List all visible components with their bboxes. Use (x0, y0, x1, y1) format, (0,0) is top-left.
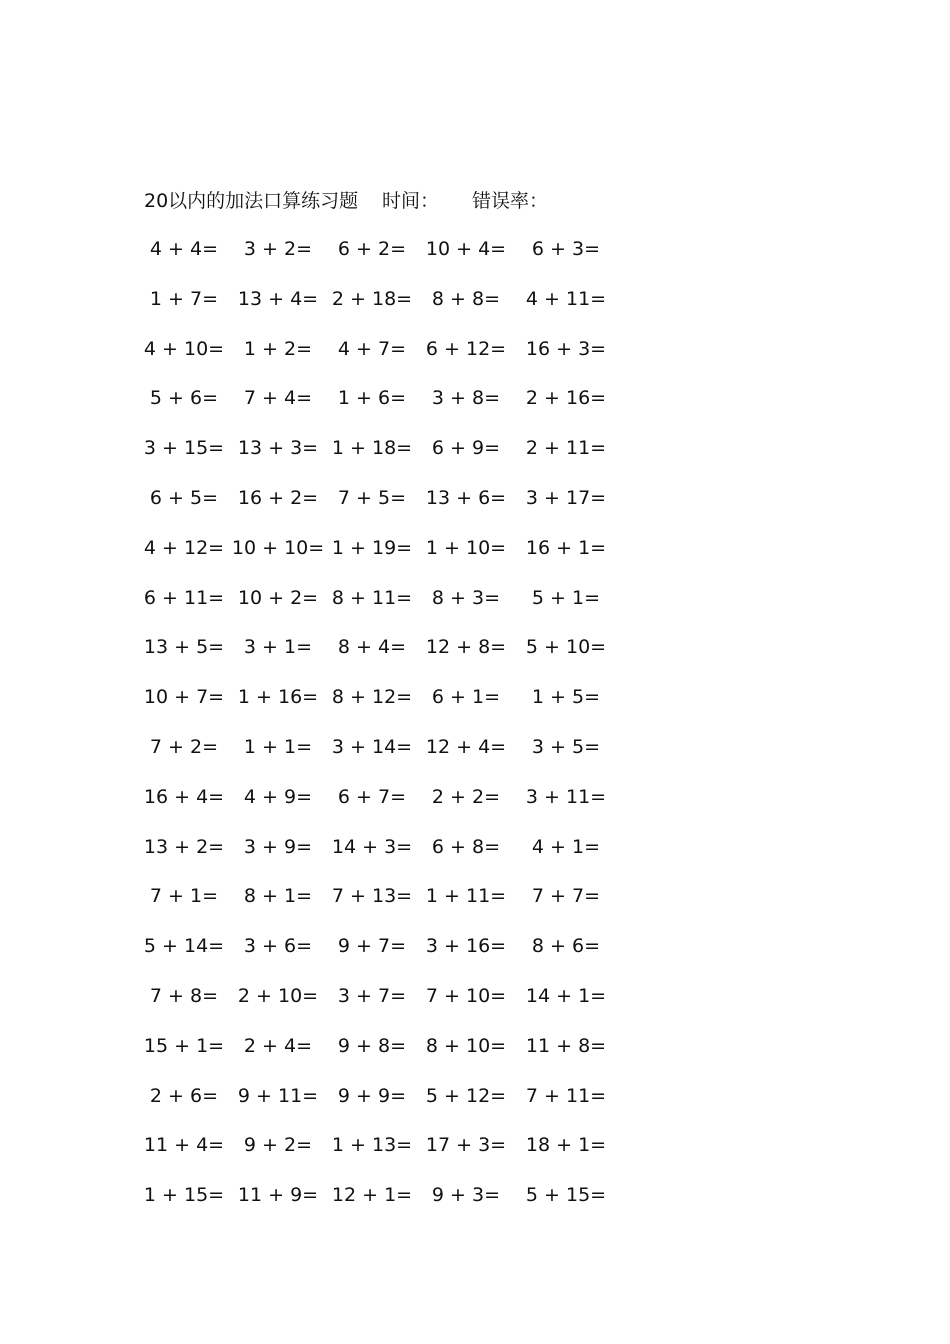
problem-item: 5 + 1= (531, 586, 600, 609)
problem-item: 8 + 10= (425, 1034, 507, 1057)
problem-item: 9 + 2= (243, 1134, 312, 1157)
problem-item: 10 + 7= (143, 686, 225, 709)
problem-item: 3 + 9= (243, 835, 312, 858)
problem-item: 8 + 12= (331, 686, 413, 709)
problem-item: 4 + 7= (337, 337, 406, 360)
problem-item: 1 + 6= (337, 387, 406, 410)
problem-item: 6 + 9= (431, 437, 500, 460)
error-rate-label: 错误率： (472, 190, 549, 212)
problem-item: 13 + 4= (237, 287, 319, 310)
problem-item: 1 + 18= (331, 437, 413, 460)
problem-item: 2 + 18= (331, 287, 413, 310)
problem-item: 7 + 7= (531, 885, 600, 908)
problem-item: 14 + 3= (331, 835, 413, 858)
problem-item: 7 + 8= (149, 985, 218, 1007)
problem-item: 2 + 10= (237, 985, 319, 1007)
problem-item: 12 + 4= (425, 736, 507, 758)
problem-item: 7 + 10= (425, 985, 507, 1007)
problem-item: 16 + 4= (143, 785, 225, 808)
problem-item: 2 + 11= (525, 437, 607, 460)
problem-item: 13 + 2= (143, 835, 225, 858)
problem-item: 2 + 16= (525, 387, 607, 410)
problem-item: 7 + 11= (525, 1084, 607, 1107)
problem-item: 11 + 8= (525, 1034, 607, 1057)
problem-item: 3 + 17= (525, 487, 607, 509)
problem-item: 3 + 2= (243, 238, 312, 260)
problem-item: 4 + 1= (531, 835, 600, 858)
problem-item: 3 + 1= (243, 636, 312, 659)
problem-item: 6 + 3= (531, 238, 600, 260)
problem-item: 18 + 1= (525, 1134, 607, 1157)
problem-item: 1 + 13= (331, 1134, 413, 1157)
problem-item: 3 + 5= (531, 736, 600, 758)
problem-item: 5 + 6= (149, 387, 218, 410)
problem-item: 9 + 7= (337, 935, 406, 958)
problem-item: 6 + 2= (337, 238, 406, 260)
problem-item: 5 + 15= (525, 1184, 607, 1207)
problem-item: 15 + 1= (143, 1034, 225, 1057)
problem-item: 2 + 4= (243, 1034, 312, 1057)
problem-item: 1 + 19= (331, 536, 413, 559)
problem-item: 13 + 6= (425, 487, 507, 509)
problem-item: 1 + 11= (425, 885, 507, 908)
problem-item: 9 + 11= (237, 1084, 319, 1107)
problem-item: 9 + 8= (337, 1034, 406, 1057)
problem-item: 16 + 3= (525, 337, 607, 360)
problem-item: 4 + 11= (525, 287, 607, 310)
problem-item: 4 + 4= (149, 238, 218, 260)
problem-item: 13 + 5= (143, 636, 225, 659)
problem-item: 1 + 5= (531, 686, 600, 709)
problem-item: 13 + 3= (237, 437, 319, 460)
problem-item: 8 + 8= (431, 287, 500, 310)
problem-item: 5 + 14= (143, 935, 225, 958)
problem-item: 3 + 6= (243, 935, 312, 958)
problem-item: 7 + 5= (337, 487, 406, 509)
problem-item: 17 + 3= (425, 1134, 507, 1157)
problem-item: 9 + 9= (337, 1084, 406, 1107)
problem-item: 4 + 10= (143, 337, 225, 360)
problem-item: 8 + 6= (531, 935, 600, 958)
problem-item: 14 + 1= (525, 985, 607, 1007)
problem-item: 5 + 12= (425, 1084, 507, 1107)
problem-item: 3 + 7= (337, 985, 406, 1007)
problem-item: 10 + 2= (237, 586, 319, 609)
problem-item: 16 + 1= (525, 536, 607, 559)
problem-item: 7 + 2= (149, 736, 218, 758)
problem-item: 6 + 1= (431, 686, 500, 709)
problem-item: 1 + 16= (237, 686, 319, 709)
problem-item: 10 + 4= (425, 238, 507, 260)
problem-item: 1 + 7= (149, 287, 218, 310)
problem-item: 3 + 14= (331, 736, 413, 758)
problem-item: 4 + 12= (143, 536, 225, 559)
problem-item: 6 + 8= (431, 835, 500, 858)
problem-item: 7 + 13= (331, 885, 413, 908)
problem-item: 8 + 3= (431, 586, 500, 609)
problem-item: 7 + 1= (149, 885, 218, 908)
problem-item: 8 + 1= (243, 885, 312, 908)
problem-item: 11 + 4= (143, 1134, 225, 1157)
problem-item: 8 + 4= (337, 636, 406, 659)
problem-item: 8 + 11= (331, 586, 413, 609)
problem-item: 6 + 12= (425, 337, 507, 360)
problem-item: 6 + 7= (337, 785, 406, 808)
problem-item: 3 + 16= (425, 935, 507, 958)
problem-item: 3 + 11= (525, 785, 607, 808)
problem-item: 10 + 10= (231, 536, 325, 559)
problem-item: 6 + 11= (143, 586, 225, 609)
problem-item: 1 + 10= (425, 536, 507, 559)
problem-item: 2 + 6= (149, 1084, 218, 1107)
problem-item: 1 + 15= (143, 1184, 225, 1207)
problem-item: 12 + 1= (331, 1184, 413, 1207)
problem-item: 3 + 15= (143, 437, 225, 460)
problem-item: 9 + 3= (431, 1184, 500, 1207)
problem-item: 5 + 10= (525, 636, 607, 659)
worksheet-title: 20以内的加法口算练习题 (144, 190, 359, 212)
problem-item: 1 + 1= (243, 736, 312, 758)
problem-item: 4 + 9= (243, 785, 312, 808)
problem-item: 1 + 2= (243, 337, 312, 360)
problem-item: 16 + 2= (237, 487, 319, 509)
problem-item: 7 + 4= (243, 387, 312, 410)
problem-item: 2 + 2= (431, 785, 500, 808)
time-label: 时间： (382, 190, 440, 212)
problem-item: 11 + 9= (237, 1184, 319, 1207)
problem-item: 3 + 8= (431, 387, 500, 410)
problem-item: 6 + 5= (149, 487, 218, 509)
problem-item: 12 + 8= (425, 636, 507, 659)
